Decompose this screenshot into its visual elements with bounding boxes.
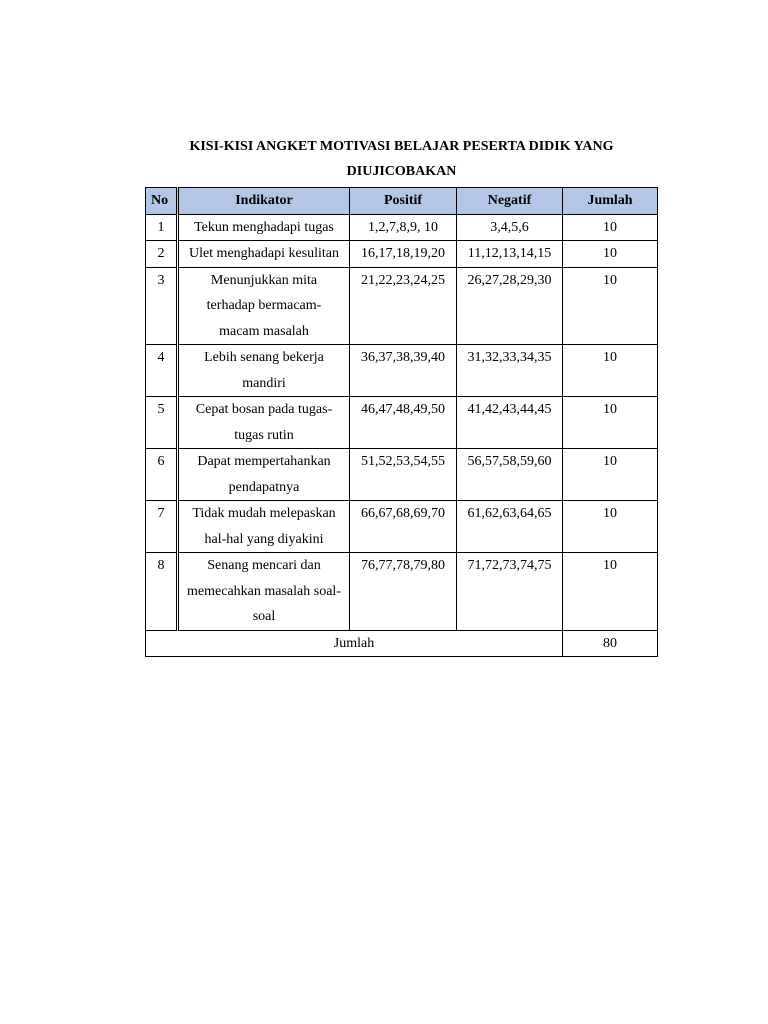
cell-jumlah: 10 [563, 397, 658, 449]
header-positif: Positif [350, 188, 457, 215]
cell-no: 4 [146, 345, 178, 397]
cell-no: 5 [146, 397, 178, 449]
table-row [146, 345, 658, 397]
header-no: No [146, 188, 178, 215]
cell-negatif: 26,27,28,29,30 [457, 267, 563, 345]
cell-no: 1 [146, 214, 178, 241]
title-line-2: DIUJICOBAKAN [346, 164, 457, 179]
cell-indikator: Menunjukkan mita terhadap bermacam-macam masalah [178, 267, 350, 345]
cell-positif: 46,47,48,49,50 [350, 397, 457, 449]
cell-positif: 51,52,53,54,55 [350, 449, 457, 501]
table-row [146, 553, 658, 631]
header-negatif: Negatif [457, 188, 563, 215]
cell-negatif: 61,62,63,64,65 [457, 501, 563, 553]
cell-indikator: Lebih senang bekerja mandiri [178, 345, 350, 397]
cell-no: 8 [146, 553, 178, 631]
table-header-row [146, 188, 658, 215]
header-indikator: Indikator [178, 188, 350, 215]
cell-jumlah: 10 [563, 501, 658, 553]
cell-jumlah: 10 [563, 267, 658, 345]
cell-jumlah: 10 [563, 553, 658, 631]
table-row [146, 449, 658, 501]
header-jumlah: Jumlah [563, 188, 658, 215]
cell-indikator: Tekun menghadapi tugas [178, 214, 350, 241]
cell-negatif: 41,42,43,44,45 [457, 397, 563, 449]
cell-jumlah: 10 [563, 241, 658, 268]
cell-no: 6 [146, 449, 178, 501]
cell-positif: 76,77,78,79,80 [350, 553, 457, 631]
cell-positif: 66,67,68,69,70 [350, 501, 457, 553]
cell-indikator: Tidak mudah melepaskan hal-hal yang diyakini [178, 501, 350, 553]
cell-negatif: 11,12,13,14,15 [457, 241, 563, 268]
cell-indikator: Senang mencari dan memecahkan masalah soal-soal [178, 553, 350, 631]
cell-negatif: 56,57,58,59,60 [457, 449, 563, 501]
table-total-row [146, 630, 658, 657]
cell-negatif: 3,4,5,6 [457, 214, 563, 241]
kisi-kisi-table [145, 187, 658, 657]
cell-positif: 1,2,7,8,9, 10 [350, 214, 457, 241]
cell-positif: 21,22,23,24,25 [350, 267, 457, 345]
total-value: 80 [563, 630, 658, 657]
document-title [146, 134, 657, 184]
cell-jumlah: 10 [563, 345, 658, 397]
cell-jumlah: 10 [563, 214, 658, 241]
cell-indikator: Dapat mempertahankan pendapatnya [178, 449, 350, 501]
cell-indikator: Cepat bosan pada tugas-tugas rutin [178, 397, 350, 449]
table-row [146, 501, 658, 553]
cell-jumlah: 10 [563, 449, 658, 501]
cell-indikator: Ulet menghadapi kesulitan [178, 241, 350, 268]
cell-no: 7 [146, 501, 178, 553]
table-row [146, 214, 658, 241]
table-row [146, 241, 658, 268]
total-label: Jumlah [146, 630, 563, 657]
cell-negatif: 71,72,73,74,75 [457, 553, 563, 631]
cell-no: 3 [146, 267, 178, 345]
cell-negatif: 31,32,33,34,35 [457, 345, 563, 397]
cell-no: 2 [146, 241, 178, 268]
cell-positif: 16,17,18,19,20 [350, 241, 457, 268]
cell-positif: 36,37,38,39,40 [350, 345, 457, 397]
table-row [146, 397, 658, 449]
table-row [146, 267, 658, 345]
title-line-1: KISI-KISI ANGKET MOTIVASI BELAJAR PESERTA DIDIK YANG [189, 139, 614, 154]
